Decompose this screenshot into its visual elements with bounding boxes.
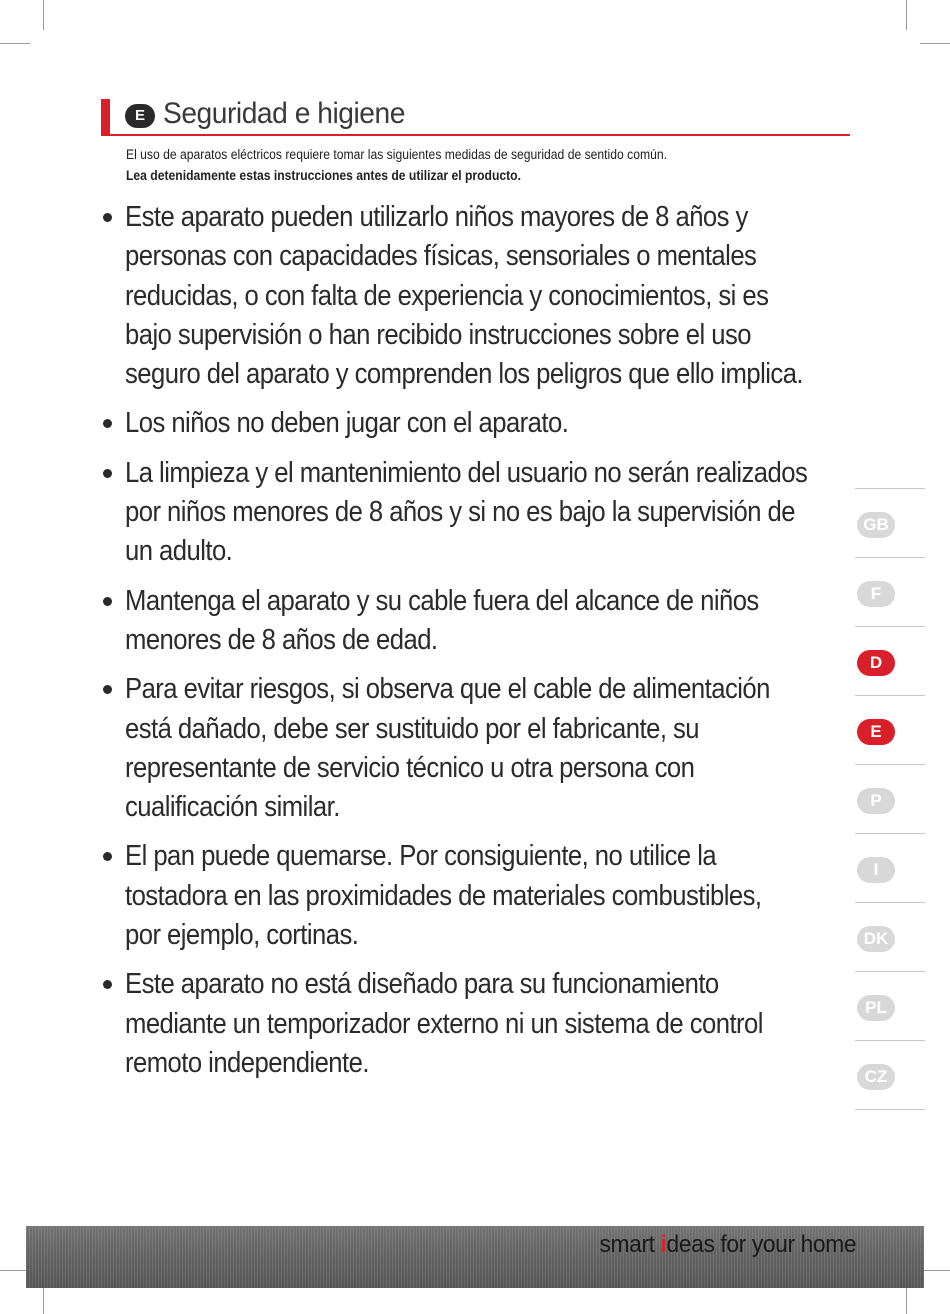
crop-mark bbox=[906, 0, 907, 30]
footer-band bbox=[26, 1226, 924, 1288]
list-item-text: La limpieza y el mantenimiento del usuario no serán realizados por niños menores de 8 años y si no es bajo la supervisión de un adulto. bbox=[125, 456, 808, 568]
crop-mark bbox=[43, 0, 44, 30]
language-pill: I bbox=[857, 857, 895, 883]
language-pill: E bbox=[857, 719, 895, 745]
language-tab-cz[interactable] bbox=[855, 1040, 925, 1110]
crop-mark bbox=[906, 1284, 907, 1314]
bullet-icon bbox=[103, 213, 112, 222]
list-item-text: Este aparato no está diseñado para su funcionamiento mediante un temporizador externo ni un sistema de control remoto independiente. bbox=[125, 968, 763, 1079]
language-tab-pl[interactable] bbox=[855, 971, 925, 1040]
brand-tagline bbox=[599, 1231, 856, 1259]
language-tab-d[interactable] bbox=[855, 626, 925, 695]
language-badge: E bbox=[125, 104, 155, 128]
language-tabs bbox=[855, 488, 925, 1110]
language-tab-i[interactable] bbox=[855, 833, 925, 902]
list-item bbox=[103, 404, 863, 443]
bullet-icon bbox=[103, 980, 112, 989]
language-pill: F bbox=[857, 581, 895, 607]
tagline-accent: i bbox=[660, 1231, 667, 1258]
language-tab-gb[interactable] bbox=[855, 488, 925, 557]
language-pill: DK bbox=[857, 926, 895, 952]
tagline-pre: smart bbox=[599, 1231, 661, 1258]
bullet-icon bbox=[103, 852, 112, 861]
language-pill: D bbox=[857, 650, 895, 676]
language-pill: CZ bbox=[857, 1064, 895, 1090]
list-item bbox=[103, 670, 863, 827]
language-pill: PL bbox=[857, 995, 895, 1021]
list-item bbox=[103, 454, 863, 572]
language-tab-e[interactable] bbox=[855, 695, 925, 764]
page-title: Seguridad e higiene bbox=[163, 97, 405, 130]
language-pill: GB bbox=[857, 512, 895, 538]
list-item bbox=[103, 965, 863, 1083]
crop-mark bbox=[43, 1284, 44, 1314]
list-item bbox=[103, 837, 863, 955]
bullet-icon bbox=[103, 469, 112, 478]
language-tab-dk[interactable] bbox=[855, 902, 925, 971]
list-item-text: Los niños no deben jugar con el aparato. bbox=[125, 407, 569, 440]
bullet-icon bbox=[103, 685, 112, 694]
language-tab-p[interactable] bbox=[855, 764, 925, 833]
bullet-icon bbox=[103, 597, 112, 606]
list-item bbox=[103, 198, 863, 394]
language-tab-f[interactable] bbox=[855, 557, 925, 626]
list-item-text: Este aparato pueden utilizarlo niños mayores de 8 años y personas con capacidades físicas, sensoriales o mentales reducidas, o con falta de experiencia y conocimientos, si es bajo supervisión o han recibido instrucciones sobre el uso seguro del aparato y comprenden los peligros que ello implica. bbox=[125, 201, 804, 391]
bullet-icon bbox=[103, 419, 112, 428]
header-underline bbox=[110, 134, 850, 136]
list-item-text: El pan puede quemarse. Por consiguiente, no utilice la tostadora en las proximidades de materiales combustibles, por ejemplo, cortinas. bbox=[125, 840, 762, 952]
crop-mark bbox=[0, 43, 30, 44]
header-accent-bar bbox=[101, 99, 110, 136]
crop-mark bbox=[920, 43, 950, 44]
safety-list bbox=[103, 198, 863, 1093]
crop-mark bbox=[920, 1270, 950, 1271]
list-item bbox=[103, 582, 863, 661]
intro-text: El uso de aparatos eléctricos requiere tomar las siguientes medidas de seguridad de sentido común. bbox=[126, 147, 667, 162]
tagline-post: deas for your home bbox=[666, 1231, 856, 1258]
language-pill: P bbox=[857, 788, 895, 814]
list-item-text: Para evitar riesgos, si observa que el cable de alimentación está dañado, debe ser sustituido por el fabricante, su representante de servicio técnico u otra persona con cualificación similar. bbox=[125, 673, 770, 824]
list-item-text: Mantenga el aparato y su cable fuera del alcance de niños menores de 8 años de edad. bbox=[125, 584, 759, 656]
intro-bold-text: Lea detenidamente estas instrucciones antes de utilizar el producto. bbox=[126, 168, 521, 183]
